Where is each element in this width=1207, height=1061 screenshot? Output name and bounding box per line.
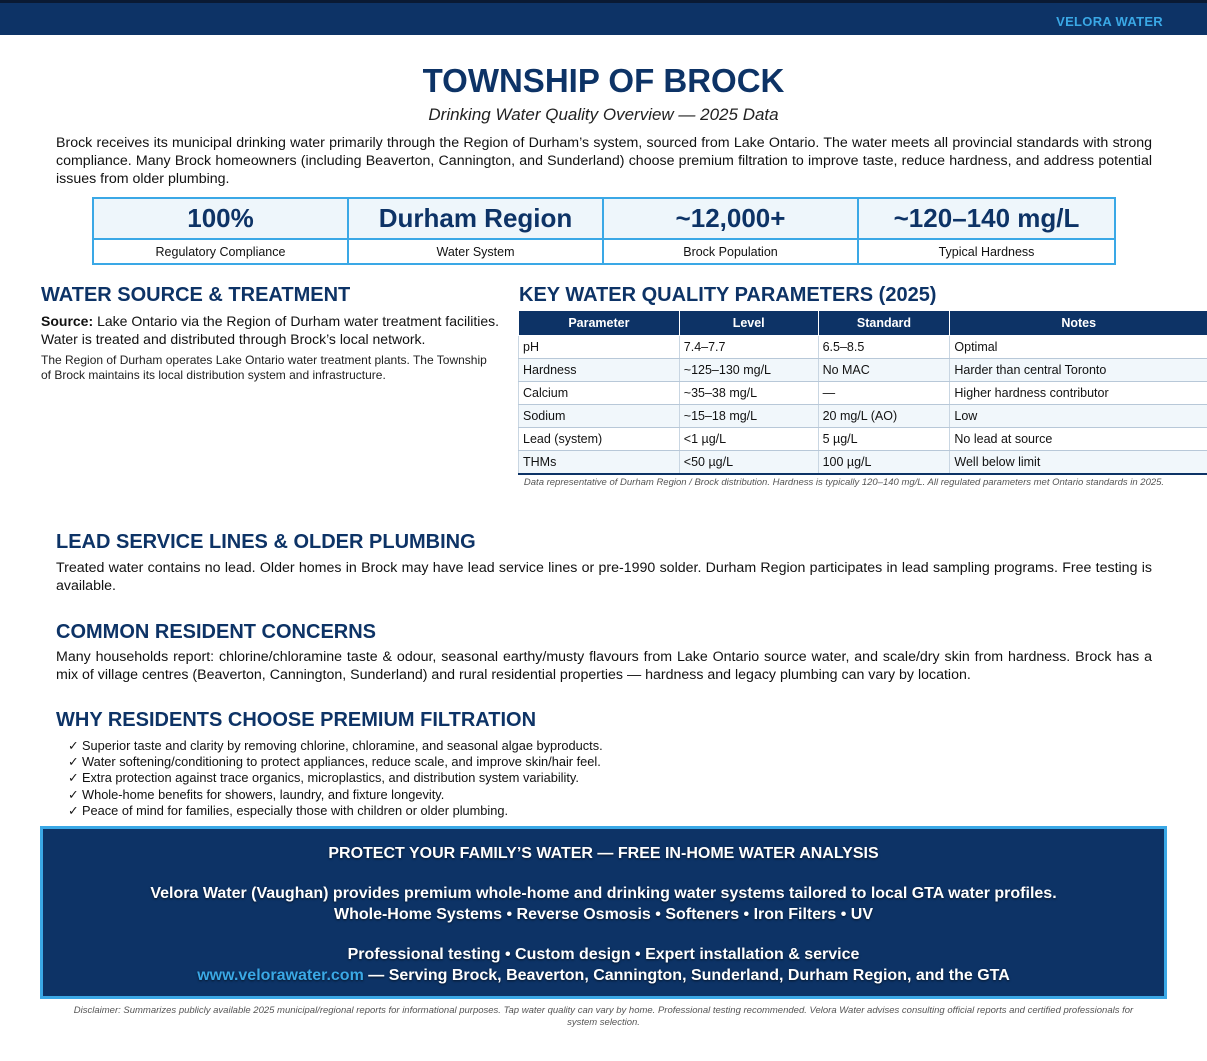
table-row bbox=[519, 405, 1207, 428]
parameters-heading: KEY WATER QUALITY PARAMETERS (2025) bbox=[519, 284, 937, 306]
table-cell: 6.5–8.5 bbox=[818, 336, 950, 359]
disclaimer: Disclaimer: Summarizes publicly available 2025 municipal/regional reports for informational purposes. Tap water quality can vary by home. Professional testing recommended. Velora Water advises consulting official reports and certified professionals for system selection. bbox=[73, 1005, 1134, 1028]
stat-value: 100% bbox=[94, 199, 347, 240]
checkmark-icon: ✓ bbox=[68, 802, 79, 818]
table-cell: Calcium bbox=[519, 382, 680, 405]
source-detail: The Region of Durham operates Lake Ontario water treatment plants. The Township of Brock maintains its local distribution system and infrastructure. bbox=[41, 353, 487, 382]
table-header-row bbox=[519, 311, 1207, 336]
table-footnote: Data representative of Durham Region / Brock distribution. Hardness is typically 120–140 mg/L. All regulated parameters met Ontario standards in 2025. bbox=[523, 477, 1165, 488]
cta-features: Professional testing • Custom design • Expert installation & service bbox=[347, 946, 860, 963]
list-item-text: Water softening/conditioning to protect appliances, reduce scale, and improve skin/hair feel. bbox=[82, 754, 601, 770]
table-cell: Lead (system) bbox=[519, 428, 680, 451]
checkmark-icon: ✓ bbox=[68, 738, 79, 753]
cta-box bbox=[40, 826, 1167, 999]
stats-panel bbox=[92, 197, 1116, 265]
lead-text: Treated water contains no lead. Older homes in Brock may have lead service lines or pre-1990 solder. Durham Region participates in lead sampling programs. Free testing is available. bbox=[56, 560, 1152, 594]
stat-label: Regulatory Compliance bbox=[155, 244, 286, 259]
table-cell: Optimal bbox=[950, 336, 1207, 359]
top-banner bbox=[0, 0, 1207, 35]
cta-contact-line bbox=[43, 967, 1164, 985]
list-item bbox=[68, 738, 603, 754]
website-link[interactable]: www.velorawater.com bbox=[197, 967, 364, 984]
source-heading: WATER SOURCE & TREATMENT bbox=[41, 284, 351, 306]
cta-services: Whole-Home Systems • Reverse Osmosis • Softeners • Iron Filters • UV bbox=[333, 906, 873, 923]
why-heading: WHY RESIDENTS CHOOSE PREMIUM FILTRATION bbox=[56, 709, 537, 731]
source-text bbox=[41, 312, 499, 348]
table-cell: THMs bbox=[519, 451, 680, 475]
table-cell: — bbox=[818, 382, 950, 405]
table-cell: pH bbox=[519, 336, 680, 359]
column-header: Standard bbox=[818, 311, 950, 336]
checkmark-icon: ✓ bbox=[68, 786, 79, 802]
cta-headline: PROTECT YOUR FAMILY’S WATER — FREE IN-HOME WATER ANALYSIS bbox=[328, 845, 879, 862]
page-subtitle: Drinking Water Quality Overview — 2025 Data bbox=[428, 105, 779, 124]
service-area-text: — Serving Brock, Beaverton, Cannington, Sunderland, Durham Region, and the GTA bbox=[363, 967, 1010, 984]
column-header: Level bbox=[679, 311, 818, 336]
table-cell: Hardness bbox=[519, 359, 680, 382]
table-cell: 7.4–7.7 bbox=[679, 336, 818, 359]
lead-heading: LEAD SERVICE LINES & OLDER PLUMBING bbox=[56, 531, 476, 553]
list-item-text: Extra protection against trace organics, microplastics, and distribution system variability. bbox=[82, 770, 579, 786]
checkmark-icon: ✓ bbox=[68, 754, 79, 770]
brand-name: VELORA WATER bbox=[1056, 14, 1163, 29]
source-label: Source: bbox=[41, 313, 94, 329]
table-row bbox=[519, 336, 1207, 359]
table-cell: Harder than central Toronto bbox=[950, 359, 1207, 382]
stat-population bbox=[604, 199, 859, 263]
stat-value: ~12,000+ bbox=[604, 199, 857, 240]
table-cell: ~35–38 mg/L bbox=[679, 382, 818, 405]
table-cell: 100 µg/L bbox=[818, 451, 950, 475]
stat-hardness bbox=[859, 199, 1114, 263]
table-cell: Well below limit bbox=[950, 451, 1207, 475]
concerns-heading: COMMON RESIDENT CONCERNS bbox=[56, 621, 377, 643]
table-cell: <50 µg/L bbox=[679, 451, 818, 475]
stat-water-system bbox=[349, 199, 604, 263]
table-cell: 5 µg/L bbox=[818, 428, 950, 451]
table-cell: 20 mg/L (AO) bbox=[818, 405, 950, 428]
stat-label: Brock Population bbox=[683, 244, 778, 259]
table-row bbox=[519, 451, 1207, 475]
table-row bbox=[519, 359, 1207, 382]
table-cell: Low bbox=[950, 405, 1207, 428]
list-item bbox=[68, 754, 603, 770]
source-description: Lake Ontario via the Region of Durham water treatment facilities. Water is treated and distributed through Brock’s local network. bbox=[41, 313, 499, 347]
column-header: Notes bbox=[950, 311, 1207, 336]
concerns-text: Many households report: chlorine/chloramine taste & odour, seasonal earthy/musty flavours from Lake Ontario source water, and scale/dry skin from hardness. Brock has a mix of village centres (Beaverton, Cannington, Sunderland) and rural residential properties — hardness and legacy plumbing can vary by location. bbox=[56, 649, 1152, 683]
list-item-text: Whole-home benefits for showers, laundry, and fixture longevity. bbox=[82, 786, 445, 802]
checkmark-icon: ✓ bbox=[68, 770, 79, 786]
table-cell: ~125–130 mg/L bbox=[679, 359, 818, 382]
list-item bbox=[68, 770, 603, 786]
intro-paragraph: Brock receives its municipal drinking water primarily through the Region of Durham’s system, sourced from Lake Ontario. The water meets all provincial standards with strong compliance. Many Brock homeowners (including Beaverton, Cannington, and Sunderland) choose premium filtration to improve taste, reduce hardness, and address potential issues from older plumbing. bbox=[56, 135, 1152, 187]
table-row bbox=[519, 382, 1207, 405]
page-title: TOWNSHIP OF BROCK bbox=[422, 62, 785, 99]
list-item bbox=[68, 803, 603, 819]
column-header: Parameter bbox=[519, 311, 680, 336]
table-row bbox=[519, 428, 1207, 451]
list-item-text: Peace of mind for families, especially those with children or older plumbing. bbox=[82, 802, 509, 818]
benefits-list bbox=[68, 738, 603, 819]
table-cell: No MAC bbox=[818, 359, 950, 382]
stat-value: ~120–140 mg/L bbox=[859, 199, 1114, 240]
list-item-text: Superior taste and clarity by removing chlorine, chloramine, and seasonal algae byproducts. bbox=[82, 738, 603, 753]
stat-label: Water System bbox=[436, 244, 515, 259]
table-cell: ~15–18 mg/L bbox=[679, 405, 818, 428]
stat-compliance bbox=[94, 199, 349, 263]
table-cell: <1 µg/L bbox=[679, 428, 818, 451]
table-cell: No lead at source bbox=[950, 428, 1207, 451]
cta-description: Velora Water (Vaughan) provides premium whole-home and drinking water systems tailored to local GTA water profiles. bbox=[150, 885, 1057, 902]
table-cell: Higher hardness contributor bbox=[950, 382, 1207, 405]
table-cell: Sodium bbox=[519, 405, 680, 428]
stat-label: Typical Hardness bbox=[938, 244, 1035, 259]
list-item bbox=[68, 787, 603, 803]
stat-value: Durham Region bbox=[349, 199, 602, 240]
parameters-table bbox=[518, 310, 1207, 475]
